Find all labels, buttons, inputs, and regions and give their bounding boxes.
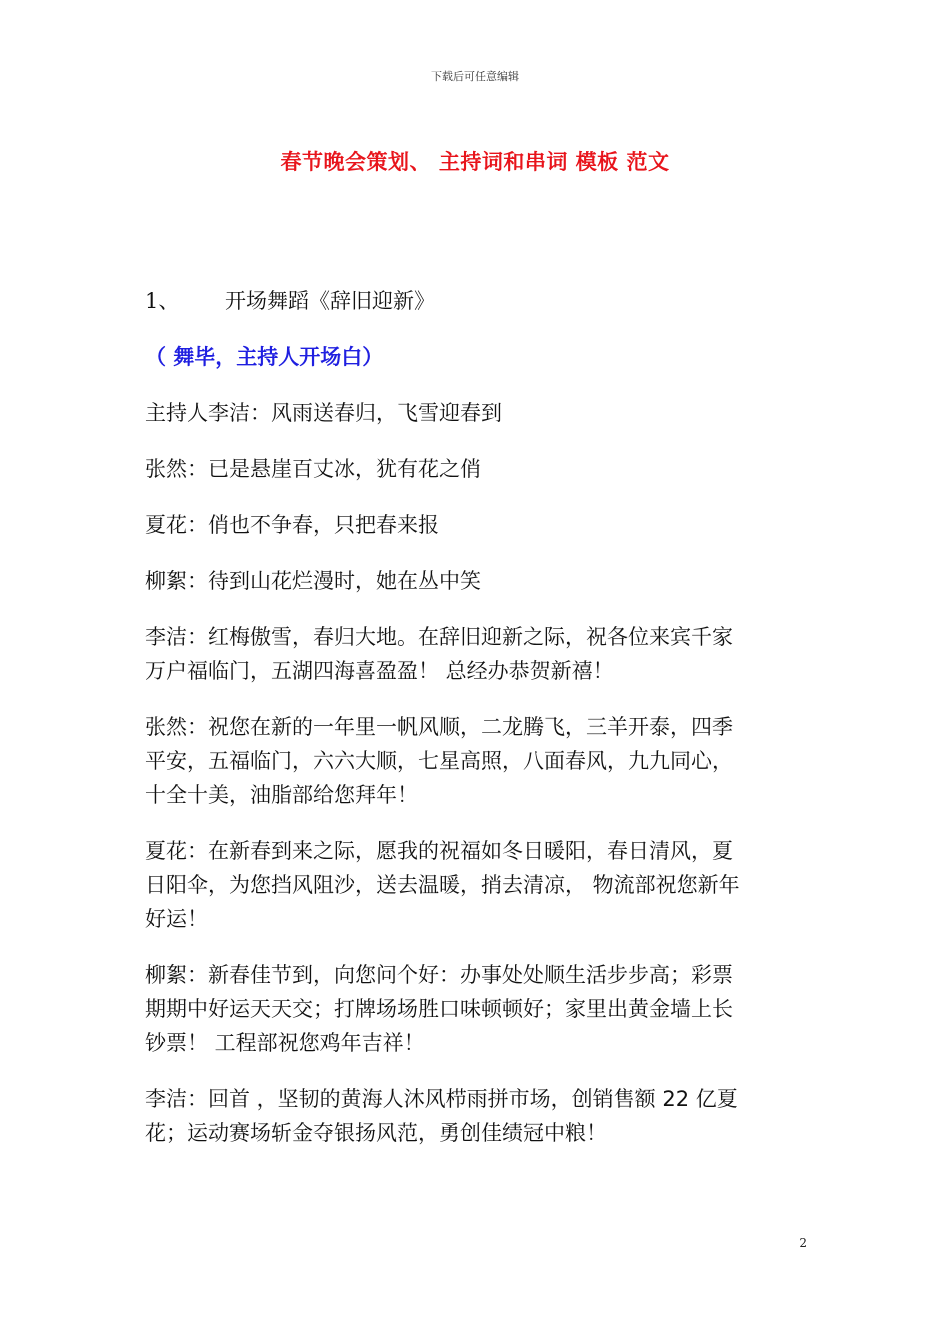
- paragraph-line: 钞票！ 工程部祝您鸡年吉祥！: [145, 1031, 425, 1055]
- paragraph-line: 张然：祝您在新的一年里一帆风顺，二龙腾飞，三羊开泰，四季: [145, 715, 733, 739]
- document-title: 春节晚会策划、 主持词和串词 模板 范文: [280, 150, 670, 174]
- script-paragraph: [145, 508, 810, 542]
- script-paragraph: [145, 564, 810, 598]
- paragraph-line: 柳絮：待到山花烂漫时，她在丛中笑: [145, 569, 481, 593]
- paragraph-line: 十全十美，油脂部给您拜年！: [145, 783, 418, 807]
- script-paragraph: [145, 710, 810, 812]
- script-paragraph: [145, 1082, 810, 1150]
- script-paragraph: [145, 958, 810, 1060]
- program-item: [145, 284, 810, 318]
- paragraph-line: 李洁：回首 ，坚韧的黄海人沐风栉雨拼市场，创销售额 22 亿夏: [145, 1087, 738, 1111]
- header-note: 下载后可任意编辑: [431, 70, 519, 83]
- program-number: 1、: [145, 289, 180, 313]
- script-paragraph: [145, 834, 810, 936]
- script-paragraph: [145, 452, 810, 486]
- paragraph-line: 期期中好运天天交；打牌场场胜口味顿顿好；家里出黄金墙上长: [145, 997, 733, 1021]
- paragraph-line: 李洁：红梅傲雪，春归大地。在辞旧迎新之际，祝各位来宾千家: [145, 625, 733, 649]
- program-name: 开场舞蹈《辞旧迎新》: [225, 289, 435, 313]
- script-paragraph: [145, 620, 810, 688]
- paragraph-line: 好运！: [145, 907, 208, 931]
- paragraph-line: 平安，五福临门，六六大顺，七星高照，八面春风，九九同心，: [145, 749, 733, 773]
- stage-direction: （ 舞毕，主持人开场白）: [145, 345, 384, 369]
- page-number: 2: [799, 1236, 807, 1250]
- paragraph-line: 万户福临门，五湖四海喜盈盈！ 总经办恭贺新禧！: [145, 659, 614, 683]
- paragraph-line: 花；运动赛场斩金夺银扬风范，勇创佳绩冠中粮！: [145, 1121, 607, 1145]
- script-paragraph: [145, 396, 810, 430]
- paragraph-line: 夏花：在新春到来之际，愿我的祝福如冬日暖阳，春日清风，夏: [145, 839, 733, 863]
- paragraph-line: 主持人李洁：风雨送春归，飞雪迎春到: [145, 401, 502, 425]
- document-body: [145, 284, 810, 1172]
- paragraph-line: 日阳伞，为您挡风阻沙，送去温暖，捎去清凉， 物流部祝您新年: [145, 873, 740, 897]
- paragraph-line: 夏花：俏也不争春，只把春来报: [145, 513, 439, 537]
- paragraph-line: 柳絮：新春佳节到，向您问个好：办事处处顺生活步步高；彩票: [145, 963, 733, 987]
- paragraph-line: 张然：已是悬崖百丈冰，犹有花之俏: [145, 457, 481, 481]
- script-paragraphs: [145, 396, 810, 1150]
